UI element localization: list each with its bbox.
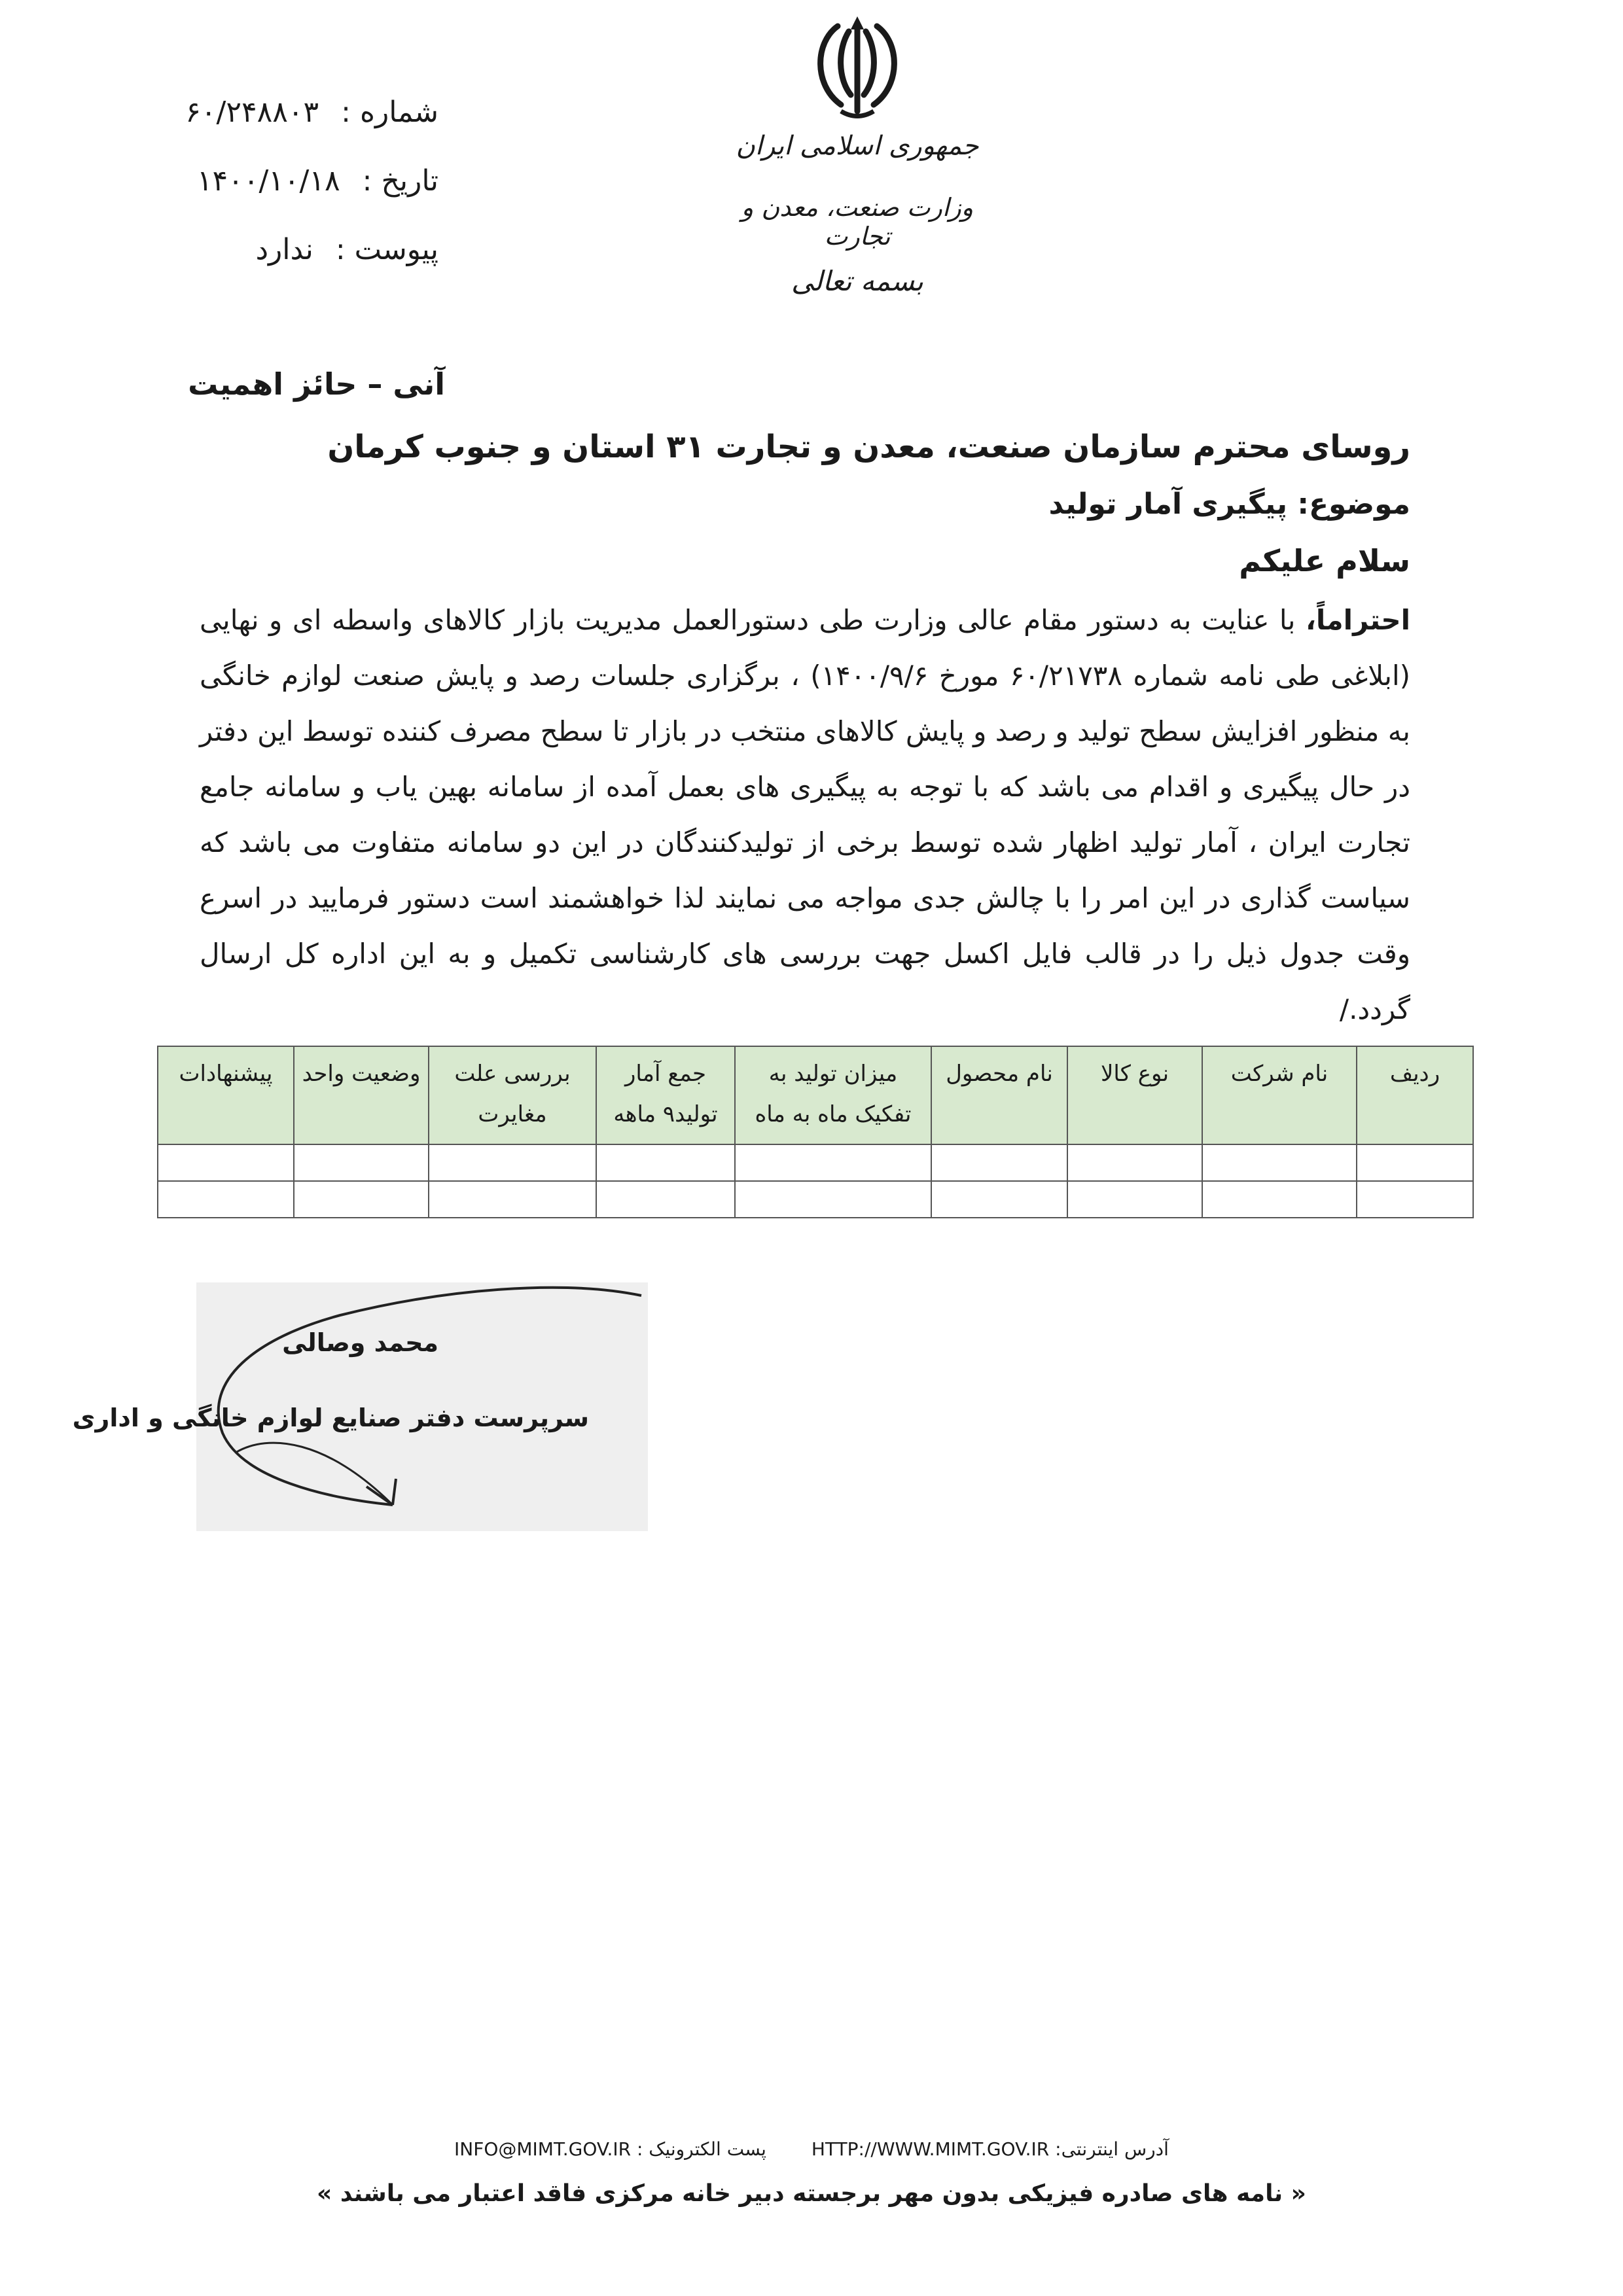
footer-contact — [0, 2138, 1623, 2160]
table-row — [158, 1181, 1473, 1218]
table-cell — [735, 1181, 931, 1218]
table-cell — [1067, 1181, 1202, 1218]
body-text: با عنایت به دستور مقام عالی وزارت طی دستورالعمل مدیریت بازار کالاهای واسطه ای و نهایی (ابلاغی طی نامه شماره ۶۰/۲۱۷۳۸ مورخ ۱۴۰۰/۹/۶) ، برگزاری جلسات رصد و پایش صنعت لوازم خانگی به منظور افزایش سطح تولید و رصد و پایش کالاهای منتخب در بازار تا سطح مصرف کننده توسط این دفتر در حال پیگیری و اقدام می باشد که با توجه به پیگیری های بعمل آمده از سامانه بهین یاب و سامانه جامع تجارت ایران ، آمار تولید اظهار شده توسط برخی از تولیدکنندگان در این دو سامانه متفاوت می باشد که سیاست گذاری در این امر را با چالش جدی مواجه می نمایند لذا خواهشمند است دستور فرمایید در اسرع وقت جدول ذیل را در قالب فایل اکسل جهت بررسی های کارشناسی تکمیل و به این اداره کل ارسال گردد./ — [200, 604, 1411, 1025]
table-header-cell: نام شرکت — [1202, 1046, 1357, 1144]
table-header-cell: نوع کالا — [1067, 1046, 1202, 1144]
table-header-row — [158, 1046, 1473, 1144]
table-cell — [158, 1181, 294, 1218]
production-stats-table — [157, 1046, 1474, 1218]
table-cell — [596, 1144, 735, 1181]
table-cell — [1202, 1144, 1357, 1181]
table-cell — [596, 1181, 735, 1218]
table-cell — [429, 1144, 596, 1181]
table-cell — [294, 1181, 429, 1218]
subject-value: پیگیری آمار تولید — [1048, 487, 1288, 521]
table-row — [158, 1144, 1473, 1181]
table-cell — [735, 1144, 931, 1181]
footer-validity-note: « نامه های صادره فیزیکی بدون مهر برجسته دبیر خانه مرکزی فاقد اعتبار می باشند » — [317, 2180, 1306, 2207]
priority-label: آنی – حائز اهمیت — [188, 366, 445, 402]
subject-label: موضوع: — [1297, 487, 1410, 521]
table-cell — [158, 1144, 294, 1181]
table-cell — [1067, 1144, 1202, 1181]
table-header-cell: بررسی علت مغایرت — [429, 1046, 596, 1144]
table-header-cell: جمع آمار تولید۹ ماهه — [596, 1046, 735, 1144]
letter-body — [200, 592, 1410, 1037]
table-cell — [1202, 1181, 1357, 1218]
iran-emblem-icon — [802, 13, 913, 124]
table-header-cell: نام محصول — [931, 1046, 1067, 1144]
table-cell — [1357, 1181, 1473, 1218]
signatory-title: سرپرست دفتر صنایع لوازم خانگی و اداری — [72, 1404, 589, 1432]
letterhead-emblem: جمهوری اسلامی ایران وزارت صنعت، معدن و تجارت بسمه تعالی — [733, 13, 982, 314]
letter-date: تاریخ : ۱۴۰۰/۱۰/۱۸ — [196, 164, 438, 198]
footer-email[interactable]: INFO@MIMT.GOV.IR پست الکترونیک : — [454, 2138, 766, 2160]
table-header-cell: پیشنهادات — [158, 1046, 294, 1144]
footer-website[interactable]: HTTP://WWW.MIMT.GOV.IR آدرس اینترنتی: — [811, 2138, 1169, 2160]
table-header-cell: میزان تولید به تفکیک ماه به ماه — [735, 1046, 931, 1144]
addressee: روسای محترم سازمان صنعت، معدن و تجارت ۳۱ استان و جنوب کرمان — [327, 429, 1410, 465]
letter-attachment: پیوست : ندارد — [255, 233, 438, 266]
body-lead: احتراماً، — [1305, 604, 1411, 636]
letter-number: شماره : ۶۰/۲۴۸۸۰۳ — [185, 96, 438, 129]
signatory-name: محمد وصالی — [282, 1328, 438, 1357]
table-header-cell: وضعیت واحد — [294, 1046, 429, 1144]
greeting: سلام علیکم — [1239, 543, 1410, 578]
table-cell — [1357, 1144, 1473, 1181]
table-cell — [931, 1144, 1067, 1181]
subject-line — [1049, 487, 1410, 521]
table-header-cell: ردیف — [1357, 1046, 1473, 1144]
signature-block — [72, 1282, 648, 1531]
table-cell — [294, 1144, 429, 1181]
letter-meta — [131, 98, 438, 268]
table-cell — [429, 1181, 596, 1218]
table-cell — [931, 1181, 1067, 1218]
